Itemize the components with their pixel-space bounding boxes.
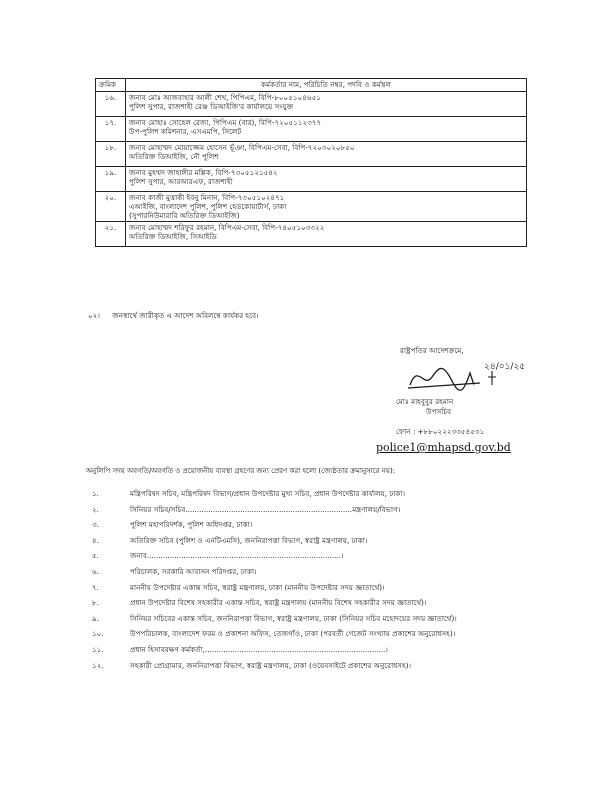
- list-item: ৯. সিনিয়র সচিবের একান্ত সচিব, জননিরাপত্তা বিভাগ, স্বরাষ্ট্র মন্ত্রণালয়, ঢাকা (সিনিয়র সচিব মহোদয়ের সদয় জ্ঞাতার্থে)।: [92, 613, 457, 623]
- list-item: ১১. প্রধান হিসাবরক্ষণ কর্মকর্তা,...............................................................................।: [92, 644, 388, 654]
- header-details: কর্মকর্তার নাম, পরিচিতি নম্বর, পদবি ও কর্মস্থল: [126, 79, 527, 92]
- table-row: [96, 167, 527, 192]
- list-item: ১. মন্ত্রিপরিষদ সচিব, মন্ত্রিপরিষদ বিভাগ/প্রধান উপদেষ্টার মুখ্য সচিব, প্রধান উপদেষ্টার কার্যালয়, ঢাকা।: [92, 489, 406, 498]
- table-header-row: [96, 79, 527, 92]
- officer-name: জনাব মোহাম্মদ শরিফুর রহমান, বিপিএম-সেবা, বিপি-৭৪০৫১০৩৩২২: [129, 223, 325, 232]
- officer-name: জনাব মুহম্মদ জাহাঙ্গীর মল্লিক, বিপি-৭৩০৫১২১৫৪২: [129, 168, 278, 177]
- signature-date: ২৪/০১/২৫: [484, 362, 526, 372]
- serial-cell: ১৯.: [96, 167, 126, 192]
- officer-posting: অতিরিক্ত ডিআইজি, সিআইডি: [129, 232, 217, 241]
- copy-lead: অনুলিপি সদয় অবগতি/অবগতি ও প্রয়োজনীয় ব্যবস্থা গ্রহণের জন্য প্রেরণ করা হলো (জ্যেষ্ঠতার ক্রমানুসারে নয়):: [86, 467, 396, 475]
- list-item: ১২. সহকারী প্রোগ্রামার, জননিরাপত্তা বিভাগ, স্বরাষ্ট্র মন্ত্রণালয়, ঢাকা (ওয়েবসাইটে প্রকাশের অনুরোধসহ)।: [92, 660, 412, 670]
- list-item: ৮. প্রধান উপদেষ্টার বিশেষ সহকারীর একান্ত সচিব, স্বরাষ্ট্র মন্ত্রণালয় (মাননীয় বিশেষ সহকারীর সদয় জ্ঞাতার্থে)।: [92, 598, 427, 608]
- list-item: ২. সিনিয়র সচিব/সচিব.........................................................................মন্ত্রণালয়/বিভাগ।: [92, 504, 401, 514]
- officer-name: জনাব মোহাঃ সোহেল রেজা, পিপিএম (বার), বিপি-৭২০৫১১২৩৭৭: [129, 118, 322, 127]
- details-cell: [126, 117, 527, 142]
- list-item: ৬. পরিচালক, সরকারি আবাসন পরিদপ্তর, ঢাকা।: [92, 566, 257, 576]
- signatory-name: মোঃ মাহবুবুর রহমান: [396, 397, 454, 406]
- details-cell: [126, 167, 527, 192]
- officer-posting: পুলিশ সুপার, রাজশাহী রেঞ্জ ডিআইজি'র কার্যালয়ে সংযুক্ত: [129, 102, 294, 111]
- officer-posting: পুলিশ সুপার, আরআরএফ, রাজশাহী: [129, 177, 233, 186]
- officer-posting: উপ-পুলিশ কমিশনার, এসএমপি, সিলেট: [129, 127, 242, 136]
- details-cell: [126, 222, 527, 247]
- serial-cell: ২০.: [96, 192, 126, 222]
- clause-text: জনস্বার্থে জারীকৃত এ আদেশ অবিলম্বে কার্যকর হবে।: [112, 311, 259, 320]
- signatory-email[interactable]: police1@mhapsd.gov.bd: [376, 441, 511, 454]
- signature-icon: [400, 355, 550, 397]
- header-serial: ক্রমিক: [96, 79, 126, 92]
- signatory-title: উপসচিব: [426, 407, 452, 416]
- copy-list: [92, 489, 532, 676]
- details-cell: [126, 142, 527, 167]
- signatory-phone: ফোন : +৮৮০২২২৩৩৫৪৫৩১: [396, 427, 485, 436]
- officer-table: [95, 78, 527, 247]
- list-item: ৪. অতিরিক্ত সচিব (পুলিশ ও এনটিএমসি), জননিরাপত্তা বিভাগ, স্বরাষ্ট্র মন্ত্রণালয়, ঢাকা।: [92, 535, 368, 545]
- serial-cell: ১৬.: [96, 92, 126, 117]
- officer-name: জনাব মোঃ আজবাহার আলী শেখ, পিপিএম, বিপি-৮০০৫১০৪৬৫১: [129, 93, 321, 102]
- serial-cell: ১৮.: [96, 142, 126, 167]
- table-row: [96, 192, 527, 222]
- effect-clause: [88, 311, 259, 320]
- clause-number: ০২।: [88, 311, 100, 320]
- order-line: রাষ্ট্রপতির আদেশক্রমে,: [400, 346, 464, 355]
- list-item: ১০. উপপরিচালক, বাংলাদেশ ফরম ও প্রকাশনা অফিস, তেজগাঁও, ঢাকা (পরবর্তী গেজেট সংখ্যায় প্রকাশের অনুরোধসহ)।: [92, 629, 456, 639]
- officer-posting: অতিরিক্ত ডিআইজি, নৌ পুলিশ: [129, 152, 219, 161]
- officer-name: জনাব কাজী মুত্তাকী ইবনু মিনান, বিপি-৭৩০৫১০২৪৭১: [129, 193, 285, 202]
- serial-cell: ২১.: [96, 222, 126, 247]
- table-row: [96, 92, 527, 117]
- officer-name: জনাব মোহাম্মদ মোয়াজ্জেম হোসেন ভূঁঞা, বিপিএম-সেবা, বিপি-৭২০৩০২০৮৫০: [129, 143, 355, 152]
- officer-note: (সুপারনিউমারারি অতিরিক্ত ডিআইজি): [129, 211, 240, 220]
- list-item: ৭. মাননীয় উপদেষ্টার একান্ত সচিব, স্বরাষ্ট্র মন্ত্রণালয়, ঢাকা (মাননীয় উপদেষ্টার সদয় জ্ঞাতার্থে)।: [92, 582, 385, 592]
- details-cell: [126, 92, 527, 117]
- details-cell: [126, 192, 527, 222]
- table-row: [96, 222, 527, 247]
- table-row: [96, 142, 527, 167]
- officer-posting: এআইজি, বাংলাদেশ পুলিশ, পুলিশ হেডকোয়ার্টার্স, ঢাকা: [129, 202, 287, 211]
- list-item: ৩. পুলিশ মহাপরিদর্শক, পুলিশ অধিদপ্তর, ঢাকা।: [92, 520, 253, 530]
- list-item: ৫. জনাব.....................................................................................।: [92, 551, 344, 561]
- serial-cell: ১৭.: [96, 117, 126, 142]
- table-row: [96, 117, 527, 142]
